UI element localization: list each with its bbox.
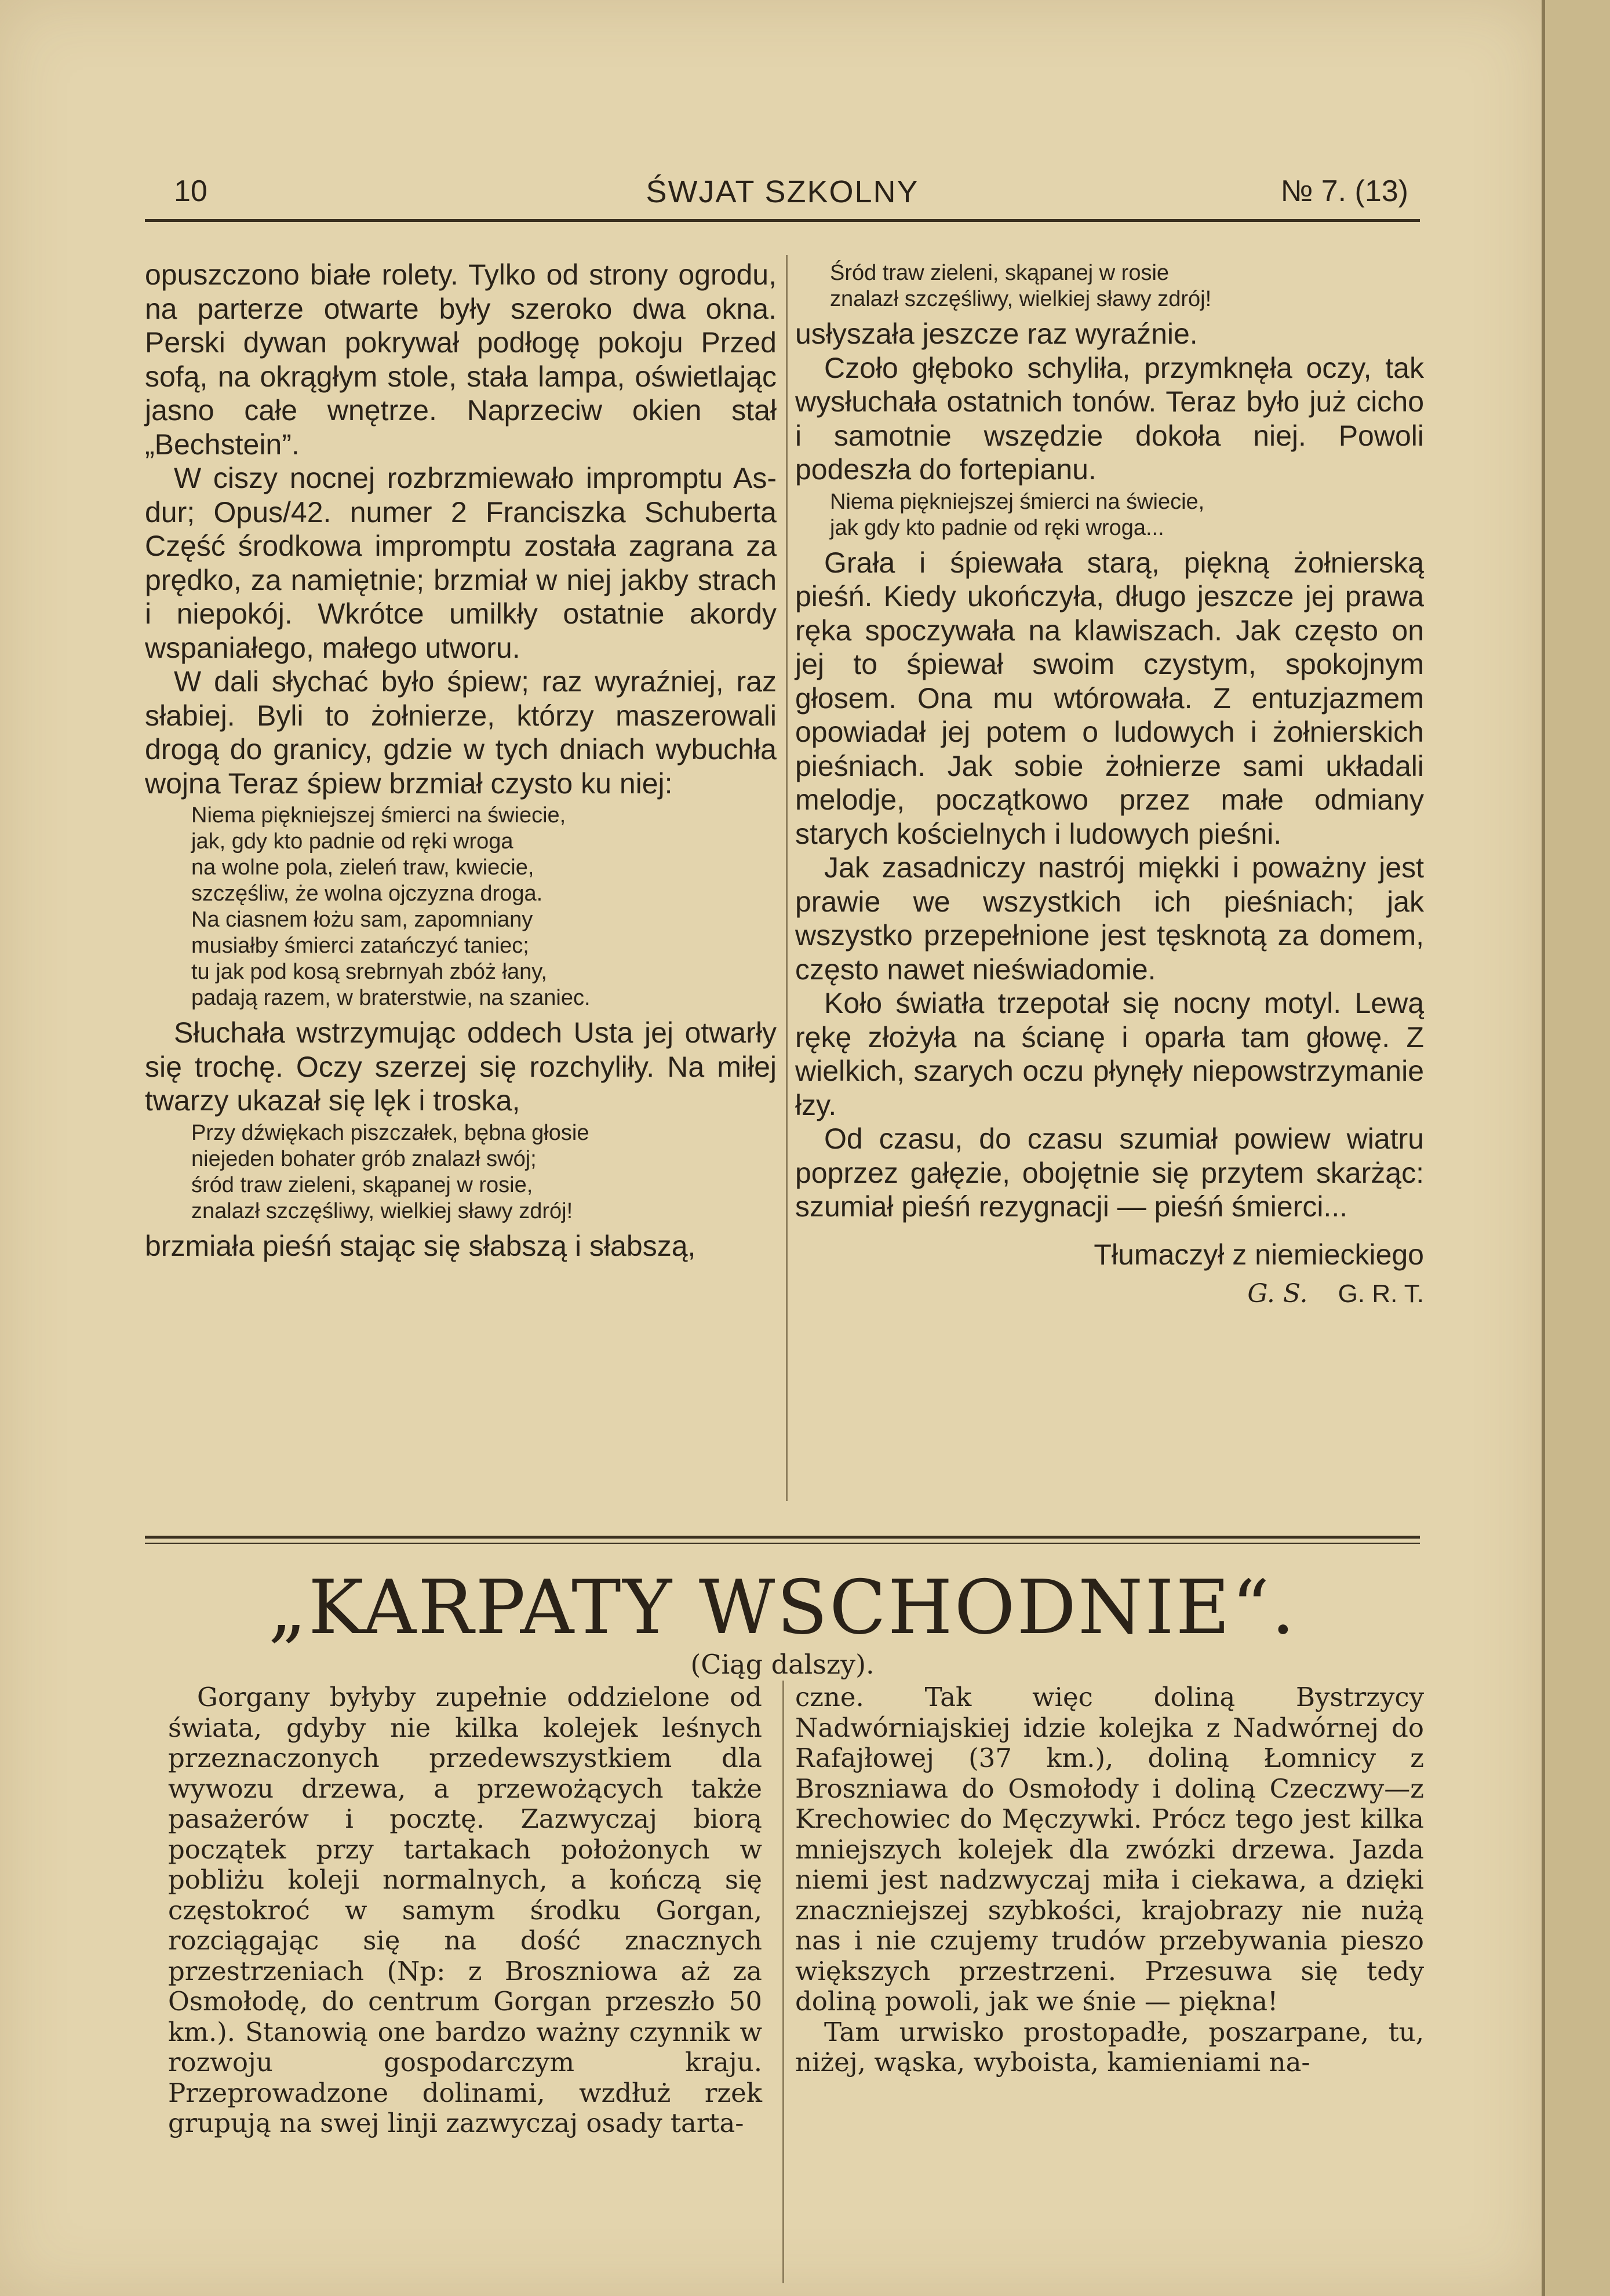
verse-line: musiałby śmierci zatańczyć taniec; <box>191 934 529 958</box>
story-paragraph: Czoło głęboko schyliła, przymknęła oczy, tak wysłuchała ostatnich tonów. Teraz było już cicho i samotnie wszędzie dokoła niej. Powoli podeszła do fortepianu. <box>795 351 1424 486</box>
story-paragraph: usłyszała jeszcze raz wyraźnie. <box>795 318 1198 350</box>
song-verse <box>145 1120 777 1224</box>
song-verse <box>795 260 1424 312</box>
next-page-edge <box>1542 0 1610 2296</box>
verse-line: Niema piękniejszej śmierci na świecie, <box>830 489 1205 514</box>
column-divider <box>782 1681 784 2283</box>
verse-line: jak gdy kto padnie od ręki wroga... <box>830 515 1164 540</box>
article-right-column <box>795 1682 1424 2078</box>
signature <box>795 1277 1424 1311</box>
verse-line: Przy dźwiękach piszczałek, bębna głosie <box>191 1120 589 1145</box>
issue-number: № 7. (13) <box>1280 174 1408 208</box>
verse-line: padają razem, w braterstwie, na szaniec. <box>191 986 591 1010</box>
article-paragraph: Gorgany byłyby zupełnie oddzielone od świata, gdyby nie kilka kolejek leśnych przeznaczonych przedewszystkiem dla wywozu drzewa, a przewożących także pasażerów i pocztę. Zazwyczaj biorą początek przy tartakach położonych w pobliżu koleji normalnych, a kończą się częstokroć w samym środku Gorgan, rozciągając się na dość znacznych przestrzeniach (Np: z Broszniowa aż za Osmołodę, do centrum Gorgan przeszło 50 km.). Stanowią one bardzo ważny czynnik w rozwoju gospodarczym kraju. Przeprowadzone dolinami, wzdłuż rzek grupują na swej linji zazwyczaj osady tarta- <box>168 1682 762 2138</box>
verse-line: szczęśliw, że wolna ojczyzna droga. <box>191 881 543 906</box>
article-paragraph: czne. Tak więc doliną Bystrzycy Nadwórniajskiej idzie kolejka z Nadwórnej do Rafajłowej (37 km.), doliną Łomnicy z Broszniawa do Osmołody i doliną Czeczwy—z Krechowiec do Męczywki. Prócz tego jest kilka mniejszych kolejek dla zwózki drzewa. Jazda niemi jest nadzwyczaj miła i ciekawa, a dzięki znaczniejszej szybkości, krajobrazy nie nużą nas i nie czujemy trudów przebywania pieszo większych przestrzeni. Przesuwa się tedy doliną powoli, jak we śnie — piękna! <box>795 1682 1424 2017</box>
story-left-column <box>145 258 777 1263</box>
verse-line: jak, gdy kto padnie od ręki wroga <box>191 829 513 854</box>
article-paragraph: Tam urwisko prostopadłe, poszarpane, tu, niżej, wąska, wyboista, kamieniami na- <box>795 2016 1424 2078</box>
article-left-column <box>168 1682 762 2139</box>
verse-line: znalazł szczęśliwy, wielkiej sławy zdrój! <box>191 1198 573 1223</box>
section-rule-thin <box>145 1543 1420 1544</box>
story-paragraph: Słuchała wstrzymując oddech Usta jej otwarły się trochę. Oczy szerzej się rozchyliły. Na miłej twarzy ukazał się lęk i troska, <box>145 1016 777 1117</box>
song-verse <box>145 803 777 1011</box>
verse-line: śród traw zieleni, skąpanej w rosie, <box>191 1172 533 1197</box>
article-title: „KARPATY WSCHODNIE“. <box>268 1565 1297 1651</box>
article-subtitle: (Ciąg dalszy). <box>690 1649 875 1680</box>
song-verse <box>795 489 1424 541</box>
story-paragraph: Od czasu, do czasu szumiał powiew wiatru poprzez gałęzie, obojętnie się przytem skarżąc: szumiał pieśń rezygnacji — pieśń śmierci... <box>795 1123 1424 1223</box>
verse-line: znalazł szczęśliwy, wielkiej sławy zdrój! <box>830 287 1212 311</box>
page-header <box>145 174 1420 214</box>
verse-line: tu jak pod kosą srebrnyah zbóż łany, <box>191 960 547 984</box>
story-paragraph: Jak zasadniczy nastrój miękki i poważny jest prawie we wszystkich ich pieśniach; jak wszystko przepełnione jest tęsknotą za domem, często nawet nieświadomie. <box>795 851 1424 986</box>
story-paragraph: opuszczono białe rolety. Tylko od strony ogrodu, na parterze otwarte były szeroko dwa okna. Perski dywan pokrywał podłogę pokoju Przed sofą, na okrągłym stole, stała lampa, oświetlając jasno całe wnętrze. Naprzeciw okien stał „Bechstein”. <box>145 258 777 461</box>
column-divider <box>786 255 788 1501</box>
page-number: 10 <box>174 174 207 208</box>
verse-line: na wolne pola, zieleń traw, kwiecie, <box>191 855 534 880</box>
story-paragraph: W ciszy nocnej rozbrzmiewało impromptu As-dur; Opus/42. numer 2 Franciszka Schuberta Część środkowa impromptu została zagrana za prędko, za namiętnie; brzmiał w niej jakby strach i niepokój. Wkrótce umilkły ostatnie akordy wspaniałego, małego utworu. <box>145 462 777 664</box>
author-initials: G. S. <box>1247 1279 1308 1309</box>
verse-line: Śród traw zieleni, skąpanej w rosie <box>830 261 1170 285</box>
translator-initials: G. R. T. <box>1338 1280 1424 1308</box>
story-paragraph: Grała i śpiewała starą, piękną żołnierską pieśń. Kiedy ukończyła, długo jeszcze jej prawa ręka spoczywała na klawiszach. Jak często on jej to śpiewał swoim czystym, spokojnym głosem. Ona mu wtórowała. Z entuzjazmem opowiadał jej potem o ludowych i żołnierskich pieśniach. Jak sobie żołnierze sami układali melodje, początkowo przez małe odmiany starych kościelnych i ludowych pieśni. <box>795 546 1424 850</box>
header-rule <box>145 219 1420 222</box>
story-paragraph: W dali słychać było śpiew; raz wyraźniej, raz słabiej. Byli to żołnierze, którzy maszerowali drogą do granicy, gdzie w tych dniach wybuchła wojna Teraz śpiew brzmiał czysto ku niej: <box>145 665 777 800</box>
section-rule <box>145 1536 1420 1539</box>
verse-line: Niema piękniejszej śmierci na świecie, <box>191 803 566 828</box>
verse-line: Na ciasnem łożu sam, zapomniany <box>191 908 533 932</box>
translation-note: Tłumaczył z niemieckiego <box>1094 1238 1424 1271</box>
journal-title: ŚWJAT SZKOLNY <box>646 174 919 209</box>
story-paragraph: brzmiała pieśń stając się słabszą i słabszą, <box>145 1229 696 1262</box>
story-paragraph: Koło światła trzepotał się nocny motyl. Lewą rękę złożyła na ścianę i oparła tam głowę. Z wielkich, szarych oczu płynęły niepowstrzymanie łzy. <box>795 987 1424 1121</box>
verse-line: niejeden bohater grób znalazł swój; <box>191 1146 537 1171</box>
story-right-column <box>795 258 1424 1311</box>
